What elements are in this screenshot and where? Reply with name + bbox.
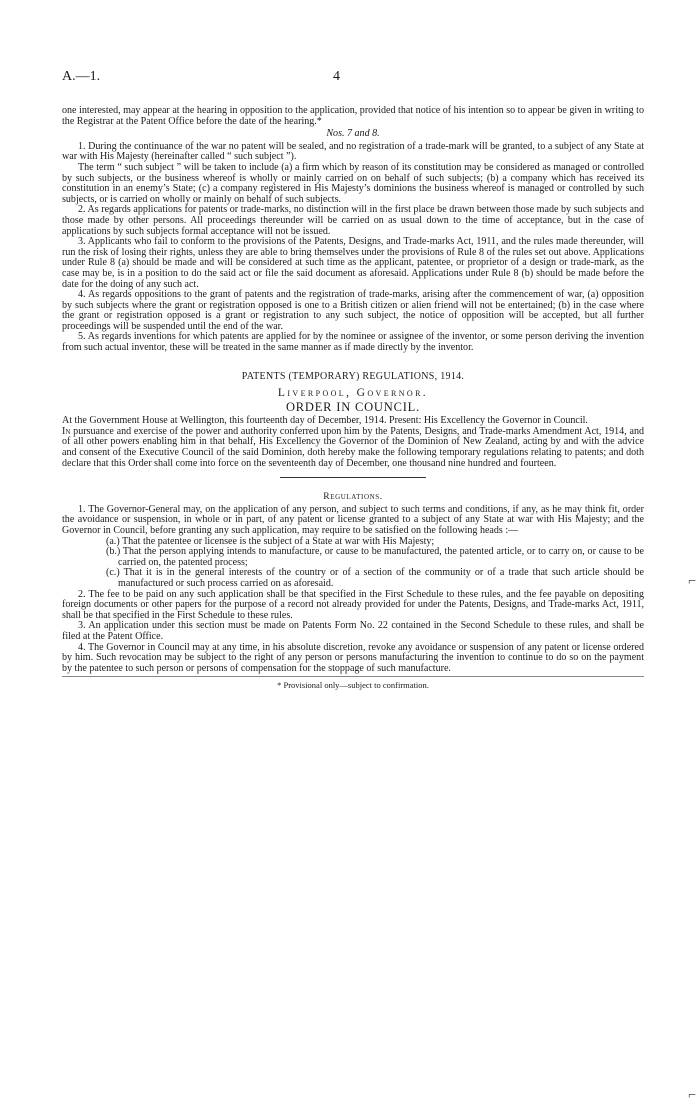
regulations-heading: Regulations. [323, 492, 383, 503]
paragraph-5: 5. As regards inventions for which patents are applied for by the nominee or assignee of the inventor, or some person deriving the invention from such actual inventor, these will be treated in the same manner as if made directly by the inventor. [62, 331, 644, 354]
paragraph-2: 2. As regards applications for patents or trade-marks, no distinction will in the first place be drawn between those made by such subjects and those made by other persons. All proceedings thereunder will be carried on as usual down to the time of acceptance, but in the case of applications by such subjects formal acceptance will not be issued. [62, 204, 644, 237]
order-body [62, 427, 644, 469]
paragraph-3: 3. Applicants who fail to conform to the provisions of the Patents, Designs, and Trade-marks Act, 1911, and the rules made thereunder, will run the risk of losing their rights, unless they are able to bring themselves under the provisions of Rule 8 of the rules set out above. Applications under Rule 8 (a) should be made and will be considered at such time as the applicant, patentee, or proprietor of a design or trade-mark, as the case may be, is in a position to do the said act or file the said document as aforesaid. Applications under Rule 8 (b) should be made before the date for the doing of any such act. [62, 236, 644, 290]
item-label: (a.) [106, 535, 120, 547]
item-text: That it is in the general interests of the country or of a section of the community or of a trade that such article should be manufactured or such process carried on as aforesaid. [118, 567, 644, 589]
intro-paragraph: one interested, may appear at the hearing in opposition to the application, provided that notice of his intention so to appear be given in writing to the Registrar at the Patent Office before the date of the hearing.* [62, 105, 644, 127]
order-body-text: pursuance and exercise of the power and authority conferred upon him by the Patents, Designs, and Trade-marks Amendment Act, 1914, and of all other powers enabling him in that behalf, His Excellency the Governor of the Dominion of New Zealand, acting by and with the advice and consent of the Executive Council of the said Dominion, doth hereby make the following temporary regulations relating to patents; and doth declare that this Order shall come into force on the seventeenth day of December, one thousand nine hundred and fourteen. [62, 425, 644, 469]
order-lead: In [62, 425, 71, 437]
governor-line: Liverpool, Governor. [277, 387, 429, 400]
paragraph-1: 1. During the continuance of the war no patent will be sealed, and no registration of a trade-mark will be granted, to a subject of any State at war with His Majesty (hereinafter called “ such subject ”). [62, 140, 644, 163]
item-text: That the person applying intends to manufacture, or cause to be manufactured, the patented article, or to carry on, or cause to be carried on, the patented process; [118, 546, 644, 568]
item-label: (b.) [106, 546, 121, 558]
item-label: (c.) [106, 567, 120, 579]
margin-mark-bottom: ⌐ [688, 1088, 696, 1103]
page-ref-label: A.—1. [62, 69, 101, 84]
regulation-3: 3. An application under this section must be made on Patents Form No. 22 contained in the Second Schedule to these rules, and shall be filed at the Patent Office. [62, 620, 644, 642]
footnote-rule [62, 676, 644, 677]
page-number: 4 [333, 69, 340, 84]
margin-mark: ⌐ [688, 574, 696, 589]
divider-rule [280, 477, 426, 478]
regulations-title: PATENTS (TEMPORARY) REGULATIONS, 1914. [241, 370, 465, 382]
regulation-1-item-c [62, 568, 644, 589]
paragraph-term: The term “ such subject ” will be taken to include (a) a firm which by reason of its constitution may be considered as managed or controlled by such subjects, or the business whereof is wholly or mainly carried on on behalf of such subjects; (b) a company which has received its constitution in an enemy’s State; (c) a company registered in His Majesty’s dominions the business whereof is managed or controlled by such subjects, or is carried on wholly or mainly on behalf of such subjects. [62, 161, 644, 205]
document-body [62, 68, 644, 691]
footnote: * Provisional only—subject to confirmation. [277, 680, 429, 691]
order-place: At the Government House at Wellington, this fourteenth day of December, 1914. Present: His Excellency the Governor in Council. [62, 415, 588, 427]
item-text: That the patentee or licensee is the subject of a State at war with His Majesty; [122, 535, 435, 547]
regulation-1-item-b [62, 547, 644, 568]
regulation-2: 2. The fee to be paid on any such application shall be that specified in the First Schedule to these rules, and the fee payable on depositing foreign documents or other papers for the purpose of a record not already provided for under the Patents, Designs, and Trade-marks Act, 1911, shall be that specified in the First Schedule to these rules. [62, 588, 644, 621]
paragraph-4: 4. As regards oppositions to the grant of patents and the registration of trade-marks, arising after the commencement of war, (a) opposition by such subjects where the grant or registration opposed is one to a British citizen or alien friend will not be entertained; (b) in the case where the grant or registration opposed is a grant or registration to any such subject, the notice of opposition will be accepted, but all further proceedings will be suspended until the end of the war. [62, 289, 644, 332]
regulation-4: 4. The Governor in Council may at any time, in his absolute discretion, revoke any avoidance or suspension of any patent or license ordered by him. Such revocation may be subject to the right of any person or persons manufacturing the invention to continue to do so on the payment by the patentee to such person or persons of compensation for the stoppage of such manufacture. [62, 641, 644, 674]
regulation-1: 1. The Governor-General may, on the application of any person, and subject to such terms and conditions, if any, as he may think fit, order the avoidance or suspension, in whole or in part, of any patent or license granted to a subject of any State at war with His Majesty; and the Governor in Council, before granting any such application, may require to be satisfied on the following heads :— [62, 503, 644, 536]
order-title: ORDER IN COUNCIL. [285, 400, 421, 415]
section-heading: Nos. 7 and 8. [326, 128, 380, 140]
